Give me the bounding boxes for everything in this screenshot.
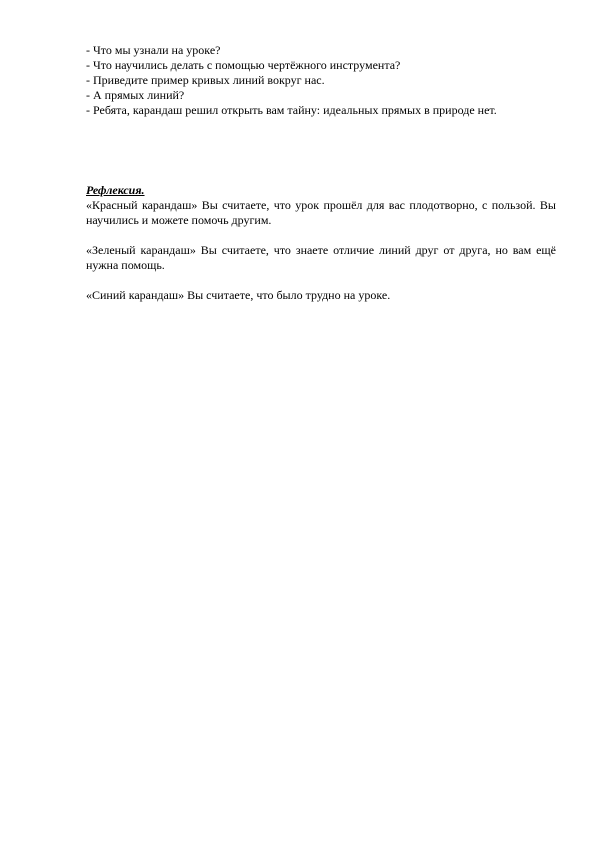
blue-pencil-label: «Синий карандаш» xyxy=(86,288,185,302)
question-line: - Что научились делать с помощью чертёжного инструмента? xyxy=(86,58,401,72)
lesson-questions xyxy=(86,43,556,118)
question-line: - Приведите пример кривых линий вокруг нас. xyxy=(86,73,325,87)
reflection-blue-paragraph xyxy=(86,288,556,303)
question-line: - Ребята, карандаш решил открыть вам тайну: идеальных прямых в природе нет. xyxy=(86,103,497,117)
reflection-green-paragraph xyxy=(86,243,556,273)
reflection-title: Рефлексия. xyxy=(86,183,145,197)
question-line: - Что мы узнали на уроке? xyxy=(86,43,221,57)
reflection-red-paragraph xyxy=(86,198,556,228)
green-pencil-text: Вы считаете, что знаете отличие линий друг от друга, но вам ещё нужна помощь. xyxy=(86,243,556,272)
blue-pencil-text: Вы считаете, что было трудно на уроке. xyxy=(184,288,391,302)
red-pencil-label: «Красный карандаш» xyxy=(86,198,198,212)
reflection-section xyxy=(86,183,556,318)
red-pencil-text: Вы считаете, что урок прошёл для вас плодотворно, с пользой. Вы научились и можете помочь другим. xyxy=(86,198,556,227)
question-line: - А прямых линий? xyxy=(86,88,185,102)
green-pencil-label: «Зеленый карандаш» xyxy=(86,243,196,257)
